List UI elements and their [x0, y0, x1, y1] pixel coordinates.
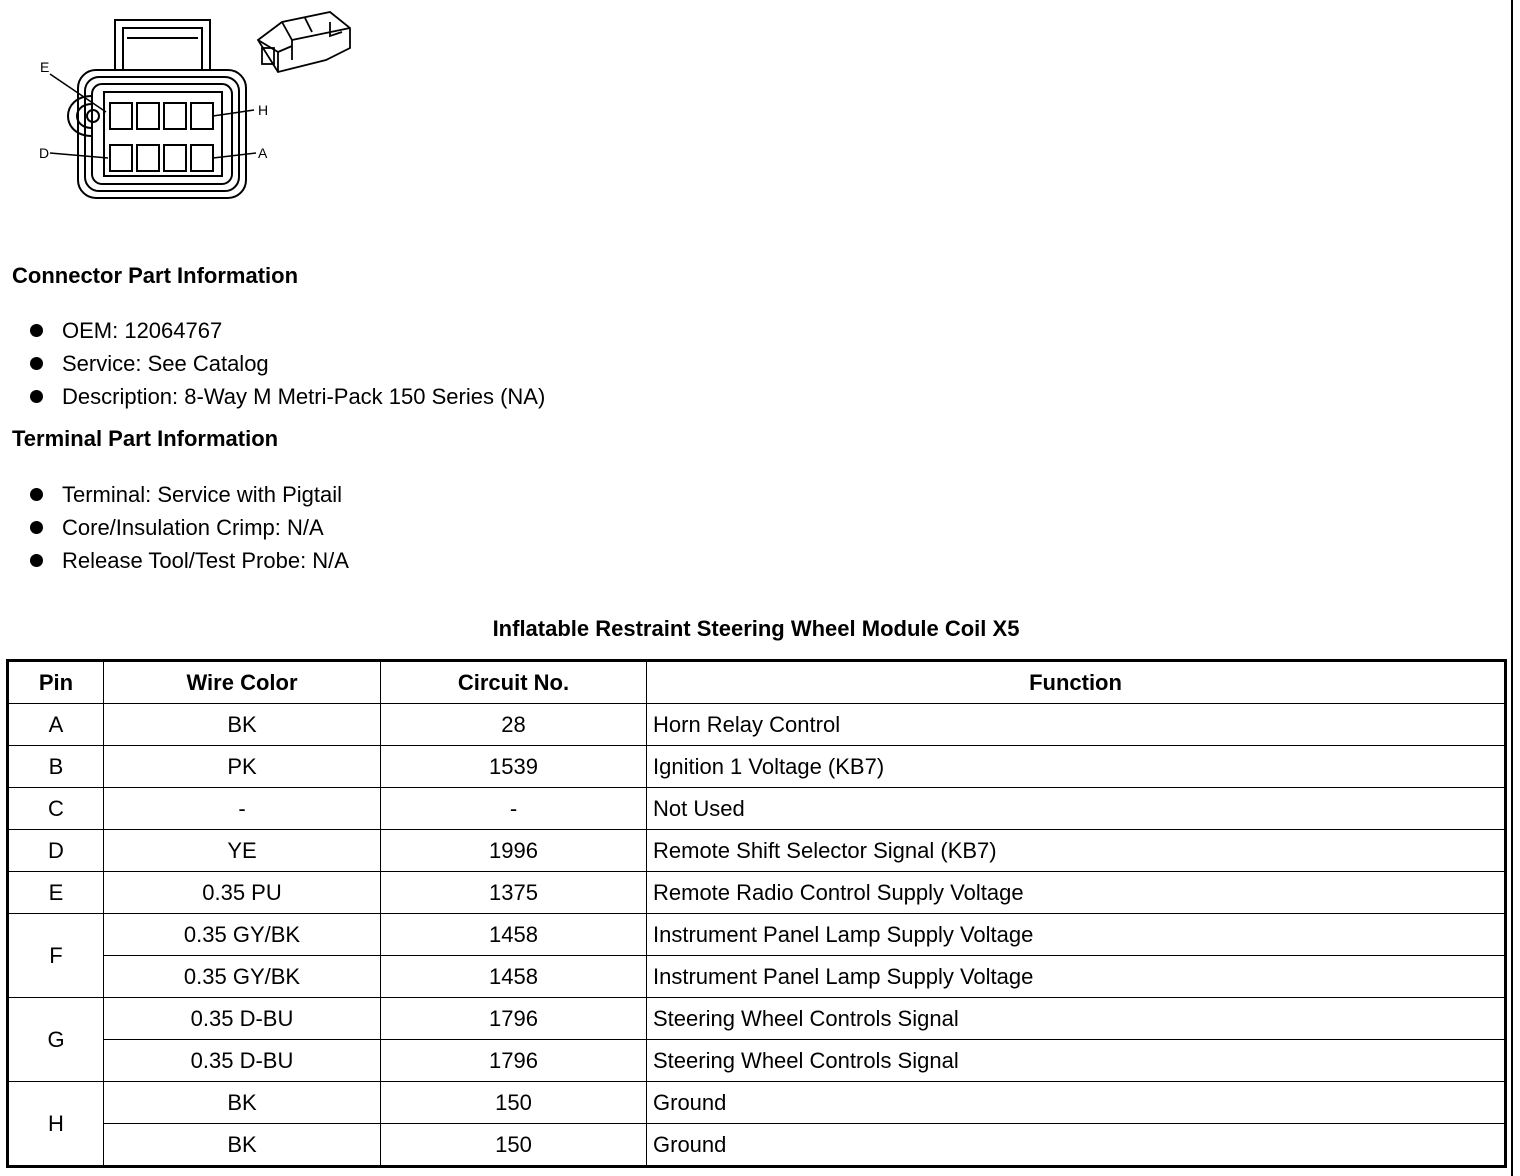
- cell-function: Remote Shift Selector Signal (KB7): [647, 830, 1506, 872]
- terminal-part-info-heading: Terminal Part Information: [12, 426, 279, 451]
- cell-wire-color: 0.35 GY/BK: [104, 914, 381, 956]
- pinout-table: [6, 659, 1507, 1168]
- connector-part-info-list: [30, 314, 545, 413]
- cell-wire-color: BK: [104, 1124, 381, 1167]
- cell-circuit-no: 28: [381, 704, 647, 746]
- list-item: Description: 8-Way M Metri-Pack 150 Series (NA): [30, 380, 545, 413]
- cell-circuit-no: 1539: [381, 746, 647, 788]
- cavity-label-a: A: [258, 145, 268, 161]
- cell-circuit-no: -: [381, 788, 647, 830]
- connector-3d-icon: [258, 12, 350, 72]
- cell-circuit-no: 1458: [381, 956, 647, 998]
- bullet-icon: [30, 324, 43, 337]
- cell-pin: B: [8, 746, 104, 788]
- table-row: [8, 1082, 1506, 1124]
- cell-wire-color: 0.35 PU: [104, 872, 381, 914]
- bullet-icon: [30, 390, 43, 403]
- list-item: Terminal: Service with Pigtail: [30, 478, 349, 511]
- cell-wire-color: 0.35 D-BU: [104, 998, 381, 1040]
- cell-function: Horn Relay Control: [647, 704, 1506, 746]
- cell-pin: E: [8, 872, 104, 914]
- cavity-label-h: H: [258, 102, 269, 118]
- cell-pin: D: [8, 830, 104, 872]
- bullet-icon: [30, 357, 43, 370]
- cell-pin: A: [8, 704, 104, 746]
- cell-circuit-no: 150: [381, 1082, 647, 1124]
- column-header-wire-color: Wire Color: [104, 661, 381, 704]
- table-row: [8, 914, 1506, 956]
- list-item: OEM: 12064767: [30, 314, 545, 347]
- column-header-circuit-no: Circuit No.: [381, 661, 647, 704]
- table-row: [8, 998, 1506, 1040]
- connector-diagram: [30, 8, 360, 208]
- cell-circuit-no: 150: [381, 1124, 647, 1167]
- cell-pin: H: [8, 1082, 104, 1167]
- table-row: [8, 956, 1506, 998]
- cell-circuit-no: 1375: [381, 872, 647, 914]
- cell-function: Instrument Panel Lamp Supply Voltage: [647, 914, 1506, 956]
- list-item: Service: See Catalog: [30, 347, 545, 380]
- column-header-function: Function: [647, 661, 1506, 704]
- cell-wire-color: PK: [104, 746, 381, 788]
- list-item: Release Tool/Test Probe: N/A: [30, 544, 349, 577]
- page-right-border: [1511, 0, 1513, 1176]
- connector-part-info-heading: Connector Part Information: [12, 263, 299, 288]
- table-row: [8, 1040, 1506, 1082]
- cell-function: Instrument Panel Lamp Supply Voltage: [647, 956, 1506, 998]
- cell-circuit-no: 1796: [381, 998, 647, 1040]
- cell-wire-color: 0.35 D-BU: [104, 1040, 381, 1082]
- list-item: Core/Insulation Crimp: N/A: [30, 511, 349, 544]
- cell-pin: F: [8, 914, 104, 998]
- cell-wire-color: BK: [104, 1082, 381, 1124]
- cell-circuit-no: 1996: [381, 830, 647, 872]
- cell-pin: C: [8, 788, 104, 830]
- table-row: [8, 746, 1506, 788]
- bullet-icon: [30, 554, 43, 567]
- cell-circuit-no: 1458: [381, 914, 647, 956]
- cell-function: Not Used: [647, 788, 1506, 830]
- bullet-icon: [30, 488, 43, 501]
- cell-function: Steering Wheel Controls Signal: [647, 1040, 1506, 1082]
- table-title: Inflatable Restraint Steering Wheel Module Coil X5: [492, 616, 1020, 641]
- cavity-label-d: D: [39, 145, 50, 161]
- bullet-icon: [30, 521, 43, 534]
- table-row: [8, 704, 1506, 746]
- cell-wire-color: YE: [104, 830, 381, 872]
- table-row: [8, 830, 1506, 872]
- table-row: [8, 872, 1506, 914]
- cell-function: Ignition 1 Voltage (KB7): [647, 746, 1506, 788]
- cell-wire-color: -: [104, 788, 381, 830]
- leader-h: [213, 110, 254, 116]
- table-row: [8, 1124, 1506, 1167]
- table-header-row: [8, 661, 1506, 704]
- cell-function: Steering Wheel Controls Signal: [647, 998, 1506, 1040]
- cell-function: Remote Radio Control Supply Voltage: [647, 872, 1506, 914]
- cell-circuit-no: 1796: [381, 1040, 647, 1082]
- column-header-pin: Pin: [8, 661, 104, 704]
- cell-function: Ground: [647, 1082, 1506, 1124]
- cell-wire-color: 0.35 GY/BK: [104, 956, 381, 998]
- cavity-label-e: E: [40, 59, 50, 75]
- cell-function: Ground: [647, 1124, 1506, 1167]
- table-row: [8, 788, 1506, 830]
- leader-a: [213, 153, 256, 158]
- table-body: [8, 704, 1506, 1167]
- cell-wire-color: BK: [104, 704, 381, 746]
- terminal-part-info-list: [30, 478, 349, 577]
- cell-pin: G: [8, 998, 104, 1082]
